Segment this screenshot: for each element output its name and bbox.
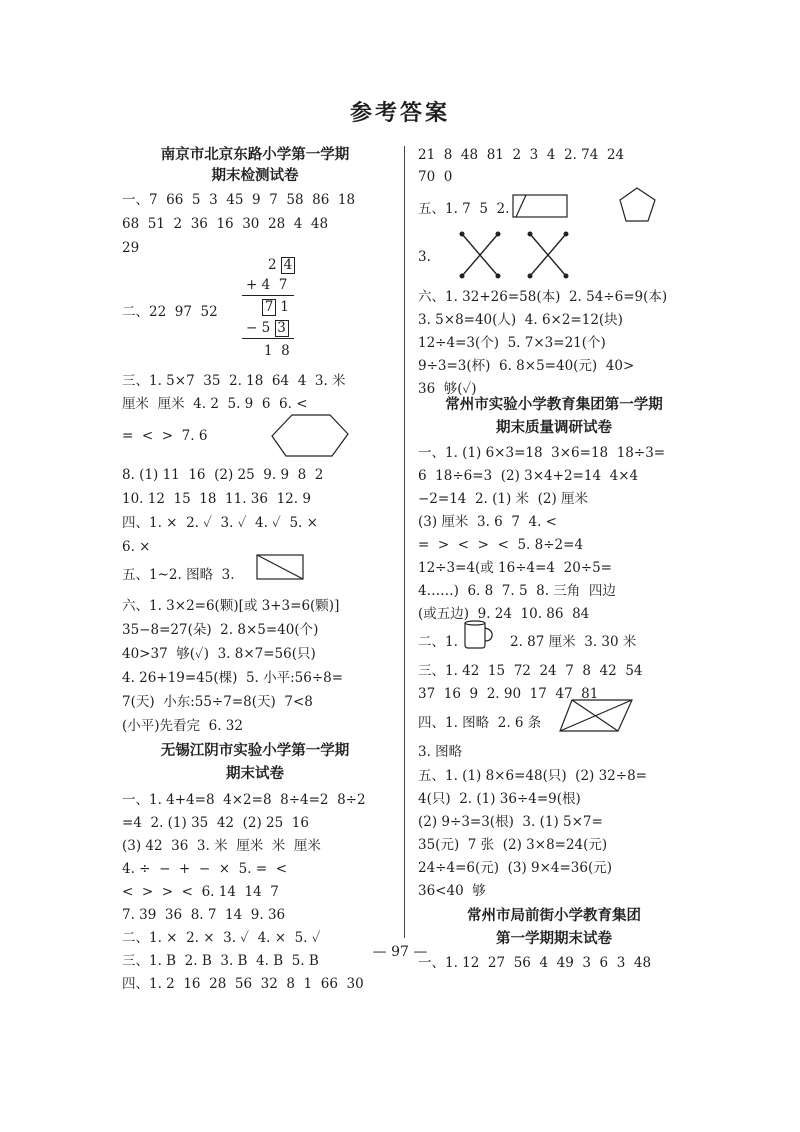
rectangle-diagonal-figure bbox=[256, 554, 306, 582]
section-subheading: 期末检测试卷 bbox=[211, 168, 299, 184]
pentagon-figure bbox=[618, 186, 658, 224]
vertical-arithmetic bbox=[234, 256, 314, 366]
answer-line: 7. 39 36 8. 7 14 9. 36 bbox=[122, 907, 286, 923]
answer-line: 二、1. × 2. × 3. ✓ 4. × 5. ✓ bbox=[122, 930, 321, 946]
answer-line: 4(只) 2. (1) 36÷4=9(根) bbox=[418, 791, 581, 807]
section-subheading: 期末试卷 bbox=[226, 766, 284, 782]
answer-line: 四、1. 2 16 28 56 32 8 1 66 30 bbox=[122, 976, 364, 992]
answer-line: 6 18÷6=3 (2) 3×4+2=14 4×4 bbox=[418, 468, 639, 484]
answer-line: (小平)先看完 6. 32 bbox=[122, 718, 243, 734]
cup-figure bbox=[462, 620, 496, 650]
arith-row: 1 8 bbox=[264, 343, 290, 359]
answer-line: 24÷4=6(元) (3) 9×4=36(元) bbox=[418, 860, 613, 876]
answer-line: 厘米 厘米 4. 2 5. 9 6 6. < bbox=[122, 396, 308, 412]
page-number: — 97 — bbox=[372, 944, 428, 960]
answer-line: 37 16 9 2. 90 17 47 81 bbox=[418, 686, 599, 702]
answer-line: 一、7 66 5 3 45 9 7 58 86 18 bbox=[122, 192, 356, 208]
answer-line: 4. 26+19=45(棵) 5. 小平:56÷8= bbox=[122, 670, 344, 686]
answer-line: 五、1. (1) 8×6=48(只) (2) 32÷8= bbox=[418, 768, 647, 784]
answer-line: 70 0 bbox=[418, 169, 453, 185]
answer-box: 4 bbox=[281, 257, 295, 274]
section-subheading: 第一学期期末试卷 bbox=[496, 931, 612, 947]
answer-line: 35(元) 7 张 (2) 3×8=24(元) bbox=[418, 837, 608, 853]
answer-line: 一、1. (1) 6×3=18 3×6=18 18÷3= bbox=[418, 445, 666, 461]
answer-line: 4. ÷ − + − × 5. = < bbox=[122, 861, 288, 877]
answer-line: 40>37 够(✓) 3. 8×7=56(只) bbox=[122, 646, 316, 662]
answer-line: 六、1. 32+26=58(本) 2. 54÷6=9(本) bbox=[418, 289, 668, 305]
answer-box: 7 bbox=[262, 299, 276, 316]
answer-line: 四、1. 图略 2. 6 条 bbox=[418, 715, 542, 731]
answer-line: (或五边) 9. 24 10. 86 84 bbox=[418, 606, 590, 622]
parallelogram-diagonals-figure bbox=[558, 698, 634, 734]
answer-line: (3) 42 36 3. 米 厘米 米 厘米 bbox=[122, 838, 321, 854]
answer-line: 68 51 2 36 16 30 28 4 48 bbox=[122, 216, 329, 232]
answer-line: (3) 厘米 3. 6 7 4. < bbox=[418, 514, 557, 530]
answer-line: 3. bbox=[418, 249, 431, 265]
crossed-lines-figure bbox=[458, 230, 578, 282]
answer-line: 21 8 48 81 2 3 4 2. 74 24 bbox=[418, 147, 625, 163]
answer-line: 二、22 97 52 bbox=[122, 304, 218, 320]
answer-line: = < > 7. 6 bbox=[122, 428, 208, 444]
answer-line: −2=14 2. (1) 米 (2) 厘米 bbox=[418, 491, 589, 507]
answer-line: 36<40 够 bbox=[418, 883, 486, 899]
answer-line: 8. (1) 11 16 (2) 25 9. 9 8 2 bbox=[122, 467, 324, 483]
section-heading: 无锡江阴市实验小学第一学期 bbox=[160, 743, 350, 759]
answer-line: 三、1. 42 15 72 24 7 8 42 54 bbox=[418, 663, 643, 679]
answer-line: 二、1. bbox=[418, 634, 458, 650]
parallelogram-figure bbox=[512, 192, 572, 222]
answer-line: 4……) 6. 8 7. 5 8. 三角 四边 bbox=[418, 583, 616, 599]
answer-line: 三、1. 5×7 35 2. 18 64 4 3. 米 bbox=[122, 373, 346, 389]
answer-line: 一、1. 12 27 56 4 49 3 6 3 48 bbox=[418, 955, 652, 971]
answer-line: 7(天) 小东:55÷7=8(天) 7<8 bbox=[122, 694, 313, 710]
answer-line: 36 够(✓) bbox=[418, 381, 477, 397]
digit: 1 bbox=[280, 299, 289, 315]
answer-line: 六、1. 3×2=6(颗)[或 3+3=6(颗)] bbox=[122, 598, 340, 614]
answer-line: =4 2. (1) 35 42 (2) 25 16 bbox=[122, 815, 309, 831]
hexagon-figure bbox=[270, 412, 350, 460]
answer-line: 35−8=27(朵) 2. 8×5=40(个) bbox=[122, 622, 319, 638]
answer-line: = > < > < 5. 8÷2=4 bbox=[418, 537, 584, 553]
answer-line: < > > < 6. 14 14 7 bbox=[122, 884, 279, 900]
answer-line: 9÷3=3(杯) 6. 8×5=40(元) 40> bbox=[418, 358, 635, 374]
digit: 2 bbox=[268, 257, 277, 273]
section-heading: 常州市局前街小学教育集团 bbox=[467, 908, 641, 924]
arith-row: + 4 7 bbox=[246, 277, 288, 293]
answer-line: 五、1. 7 5 2. bbox=[418, 201, 510, 217]
answer-line: 6. × bbox=[122, 539, 151, 555]
answer-line: 四、1. × 2. ✓ 3. ✓ 4. ✓ 5. × bbox=[122, 515, 318, 531]
answer-line: 12÷4=3(个) 5. 7×3=21(个) bbox=[418, 335, 606, 351]
answer-line: 3. 5×8=40(人) 4. 6×2=12(块) bbox=[418, 312, 623, 328]
answer-line: (2) 9÷3=3(根) 3. (1) 5×7= bbox=[418, 814, 603, 830]
answer-box: 3 bbox=[275, 320, 289, 337]
answer-line: 29 bbox=[122, 240, 140, 256]
arith-row: − 5 bbox=[246, 320, 271, 336]
answer-line: 12÷3=4(或 16÷4=4 20÷5= bbox=[418, 560, 612, 576]
answer-line: 3. 图略 bbox=[418, 744, 463, 760]
section-subheading: 期末质量调研试卷 bbox=[496, 420, 612, 436]
answer-line: 三、1. B 2. B 3. B 4. B 5. B bbox=[122, 953, 319, 969]
answer-line: 10. 12 15 18 11. 36 12. 9 bbox=[122, 491, 311, 507]
answer-line: 五、1~2. 图略 3. bbox=[122, 567, 235, 583]
section-heading: 南京市北京东路小学第一学期 bbox=[160, 147, 350, 163]
arith-rule bbox=[242, 295, 294, 296]
answer-line: 一、1. 4+4=8 4×2=8 8÷4=2 8÷2 bbox=[122, 792, 366, 808]
column-divider bbox=[404, 146, 405, 938]
arith-rule bbox=[242, 338, 294, 339]
section-heading: 常州市实验小学教育集团第一学期 bbox=[445, 397, 663, 413]
page-title: 参考答案 bbox=[349, 100, 450, 126]
answer-line: 2. 87 厘米 3. 30 米 bbox=[510, 634, 637, 650]
